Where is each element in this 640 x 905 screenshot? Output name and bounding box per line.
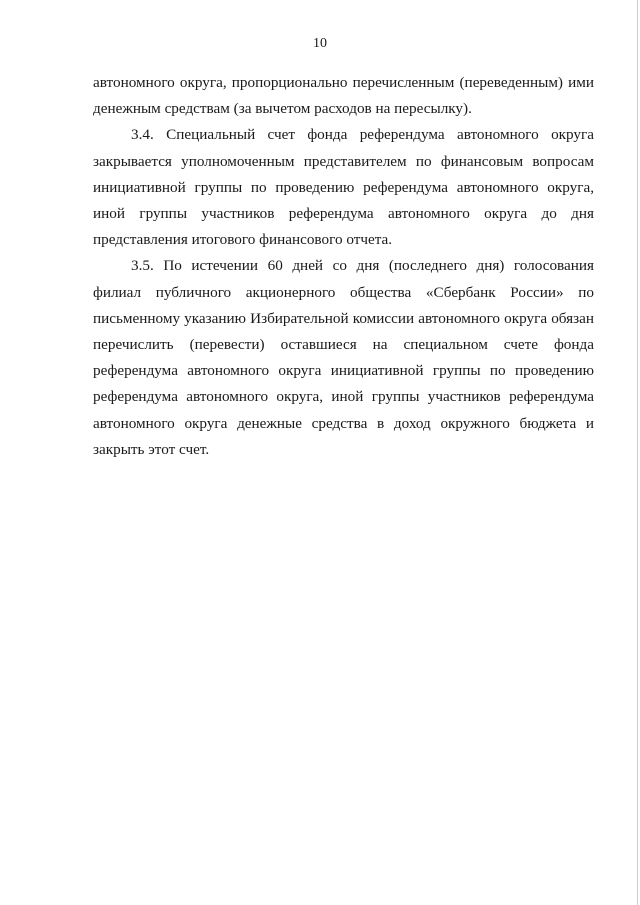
document-body	[93, 70, 594, 463]
paragraph-clause-3-4: 3.4. Специальный счет фонда референдума автономного округа закрывается уполномоченным представителем по финансовым вопросам инициативной группы по проведению референдума автономного округа, иной группы участников референдума автономного округа до дня представления итогового финансового отчета.	[93, 126, 594, 249]
page-number: 10	[313, 36, 327, 51]
paragraph-continuation: автономного округа, пропорционально перечисленным (переведенным) ими денежным средствам (за вычетом расходов на пересылку).	[93, 74, 594, 118]
paragraph-clause-3-5: 3.5. По истечении 60 дней со дня (последнего дня) голосования филиал публичного акционерного общества «Сбербанк России» по письменному указанию Избирательной комиссии автономного округа обязан перечислить (перевести) оставшиеся на специальном счете фонда референдума автономного округа инициативной группы по проведению референдума автономного округа, иной группы участников референдума автономного округа денежные средства в доход окружного бюджета и закрыть этот счет.	[93, 257, 594, 458]
scan-edge-line	[637, 0, 638, 905]
